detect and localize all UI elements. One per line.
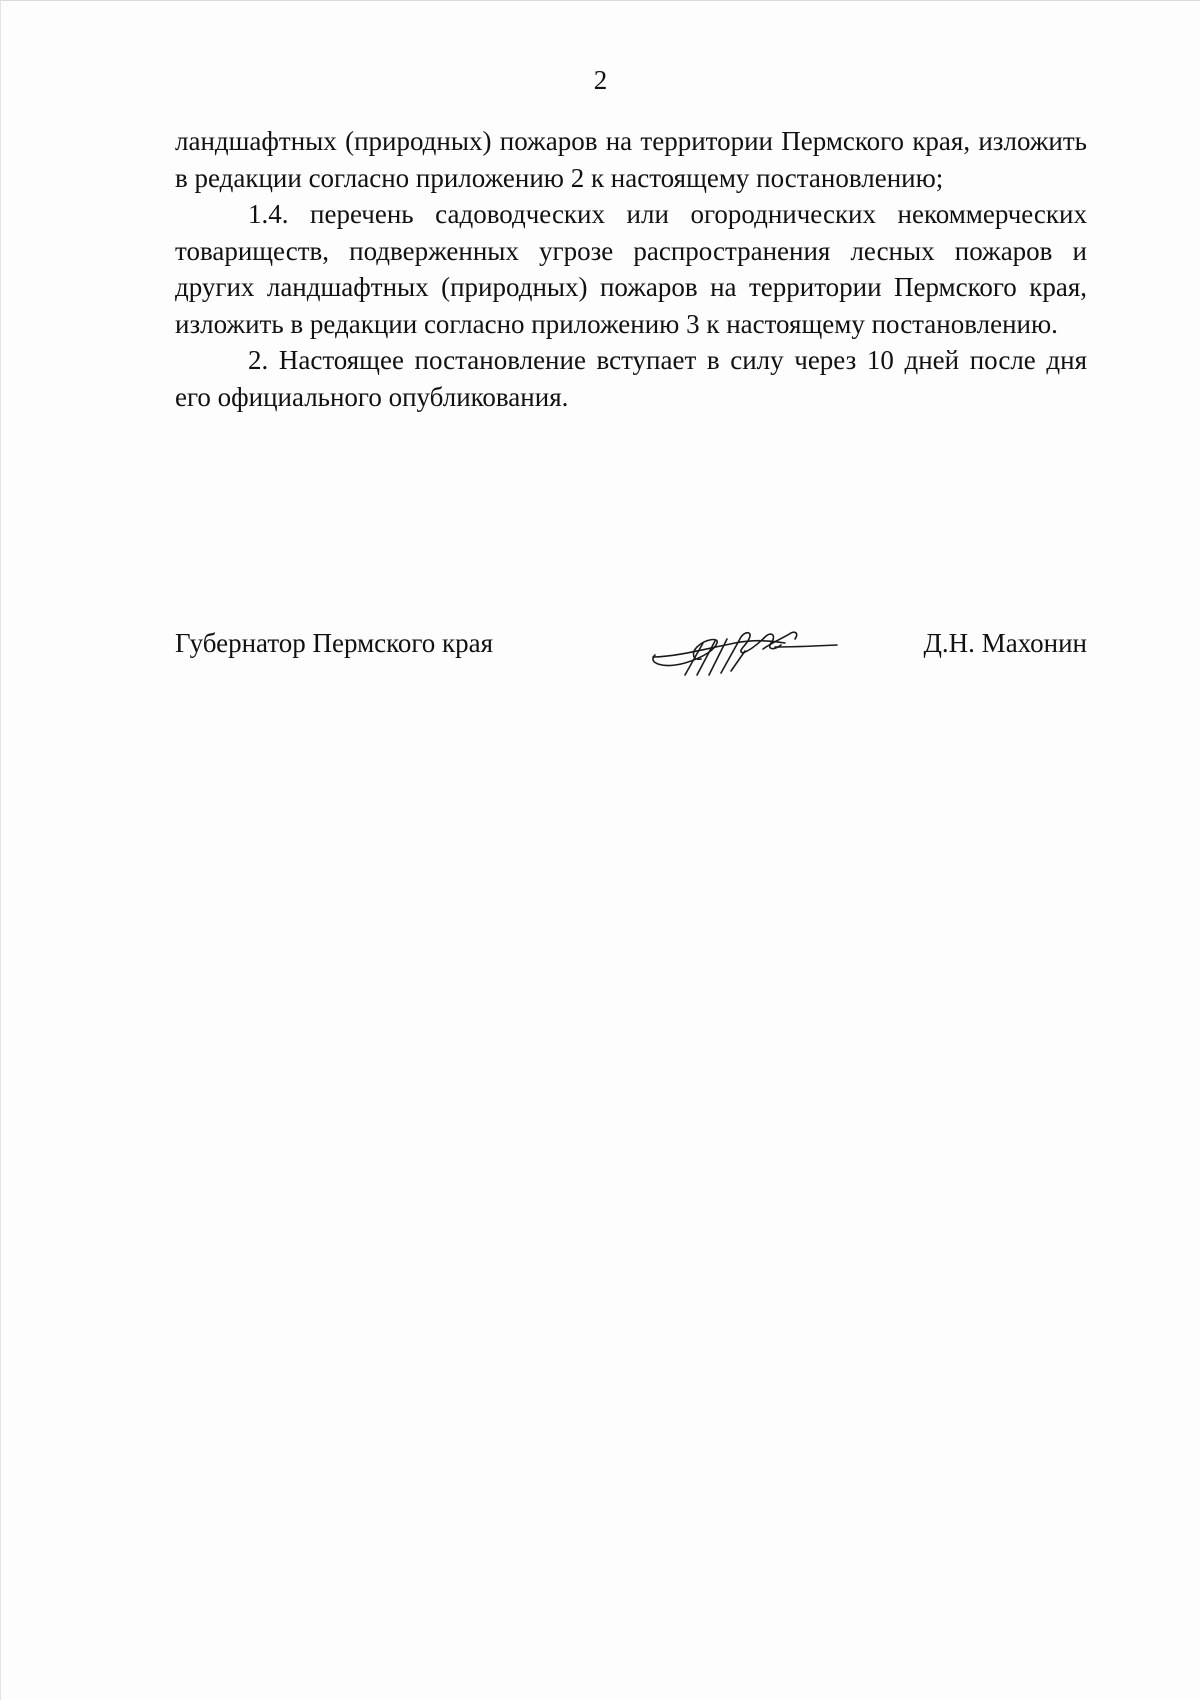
signature-block <box>175 621 1087 681</box>
handwritten-signature-icon <box>645 613 845 683</box>
paragraph-item-2: 2. Настоящее постановление вступает в силу через 10 дней после дня его официального опубликования. <box>175 345 1087 412</box>
page-number: 2 <box>593 65 608 95</box>
paragraph-continuation: ландшафтных (природных) пожаров на территории Пермского края, изложить в редакции согласно приложению 2 к настоящему постановлению; <box>175 126 1087 193</box>
signatory-name: Д.Н. Махонин <box>923 628 1087 658</box>
signatory-title: Губернатор Пермского края <box>175 628 494 658</box>
document-body <box>175 123 1087 415</box>
paragraph-item-1-4: 1.4. перечень садоводческих или огороднических некоммерческих товариществ, подверженных угрозе распространения лесных пожаров и других ландшафтных (природных) пожаров на территории Пермского края, изложить в редакции согласно приложению 3 к настоящему постановлению. <box>175 199 1087 339</box>
